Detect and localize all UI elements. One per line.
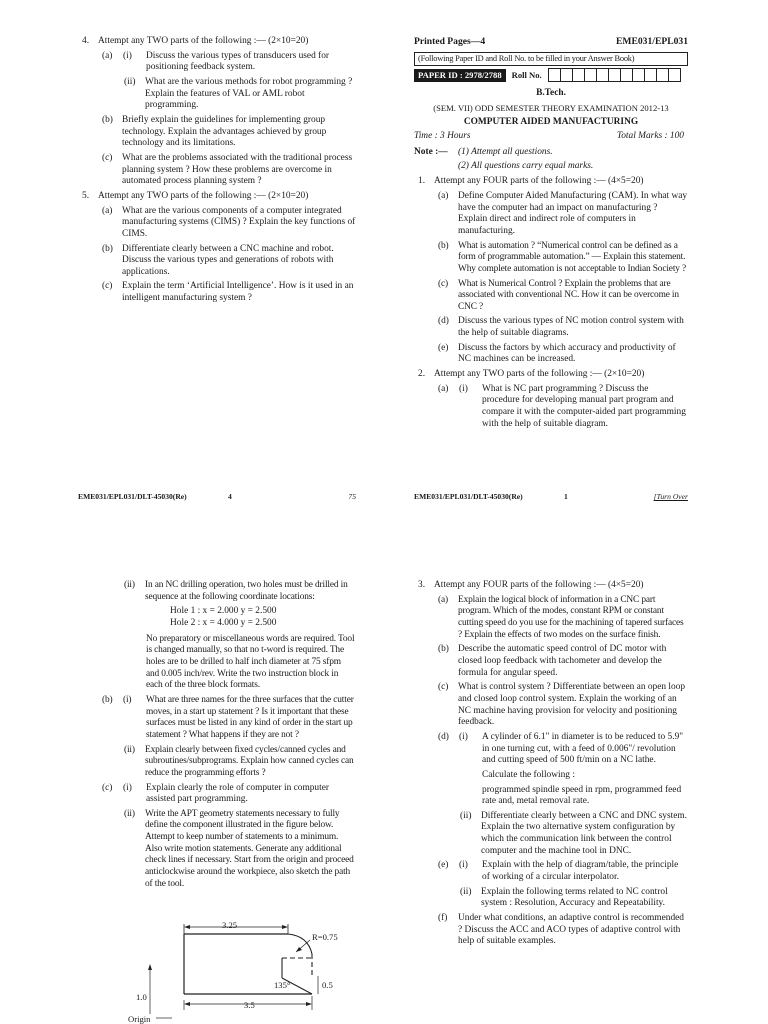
question-number: 5. [82, 190, 90, 201]
question-text: Discuss the various types of NC motion control system with the help of suitable diagrams. [458, 316, 684, 339]
question-text: What is automation ? “Numerical control can be defined as a form of programmable automation.” — Explain this statement. Why complete automation is not acceptable to Indian Society ? [458, 240, 687, 274]
page-1 [414, 36, 688, 506]
part-label: (c) [102, 152, 113, 163]
part-label: (a) [438, 594, 448, 605]
question-text: Discuss the factors by which accuracy and productivity of NC machines can be increased. [458, 342, 676, 365]
roll-label: Roll No. [511, 69, 542, 80]
page-4 [78, 36, 356, 506]
question-text: Explain clearly the role of computer in computer assisted part programming. [146, 782, 330, 805]
question-1a [414, 191, 688, 238]
footer-code: EME031/EPL031/DLT-45030(Re) [414, 492, 523, 501]
question-3c [414, 682, 688, 729]
question-text: Explain the logical block of information in a CNC part program. Which of the modes, constant RPM or constant cutting speed do you use for the machining of tapered surfaces ? Explain the effects of two modes on the surface finish. [458, 594, 684, 640]
question-3a [414, 595, 688, 642]
subpart-label: (ii) [460, 886, 472, 897]
question-4-heading [78, 36, 356, 48]
question-number: 1. [418, 176, 426, 187]
question-4a-i [78, 51, 356, 74]
question-3e-i [414, 860, 688, 883]
hole-2: Hole 2 : x = 4.000 y = 2.500 [170, 617, 277, 628]
note-2 [414, 161, 688, 173]
question-4b [78, 115, 356, 150]
question-text: Differentiate clearly between a CNC and DNC system. Explain the two alternative system configuration by which the communication link between the control computer and the machine tool in DNC. [481, 810, 688, 856]
degree: B.Tech. [536, 88, 566, 99]
subpart-label: (i) [123, 50, 132, 61]
question-instruction: Attempt any FOUR parts of the following :— (4×5=20) [434, 176, 644, 187]
hole-1: Hole 1 : x = 2.000 y = 2.500 [170, 606, 277, 617]
question-2c-i [78, 783, 356, 806]
question-5c [78, 281, 356, 304]
question-text: What is control system ? Differentiate between an open loop and closed loop control system. Explain the working of an NC machine having provision for velocity and positioning feedback. [458, 682, 686, 728]
question-text: Under what conditions, an adaptive control is recommended ? Discuss the ACC and ACO types of adaptive control with help of suitable examples. [458, 913, 684, 947]
question-text: Discuss the various types of transducers used for positioning feedback system. [146, 50, 330, 73]
question-2a-ii [78, 580, 356, 603]
note-text: (2) All questions carry equal marks. [458, 160, 594, 171]
footer-code: EME031/EPL031/DLT-45030(Re) [78, 492, 187, 501]
subpart-label: (i) [123, 694, 132, 705]
origin-label: Origin [128, 1014, 151, 1024]
question-number: 4. [82, 36, 90, 46]
subpart-label: (ii) [124, 808, 135, 819]
subpart-label: (ii) [124, 76, 136, 87]
part-label: (c) [102, 281, 113, 292]
time-marks-row [414, 131, 688, 143]
part-label: (c) [102, 782, 113, 793]
part-label: (c) [438, 278, 448, 289]
question-number: 2. [418, 369, 426, 380]
question-instruction: Attempt any TWO parts of the following :— (2×10=20) [98, 36, 309, 46]
question-4c [78, 153, 356, 188]
question-text: Define Computer Aided Manufacturing (CAM). In what way have the computer had an impact on manufacturing ? Explain direct and indirect role of computers in manufacturing. [458, 190, 688, 236]
note-text: (1) Attempt all questions. [458, 146, 553, 157]
part-label: (b) [102, 694, 113, 705]
footer-page-number: 4 [228, 492, 232, 501]
question-text: Differentiate clearly between a CNC machine and robot. Discuss the various types and generations of robots with applications. [122, 243, 334, 277]
turn-over: [Turn Over [653, 492, 688, 501]
question-5b [78, 244, 356, 279]
dim-right-label: 0.5 [322, 980, 333, 990]
part-label: (b) [438, 644, 449, 655]
question-1c [414, 279, 688, 314]
part-label: (e) [438, 342, 449, 353]
footer-right: 75 [348, 492, 356, 501]
question-text: What are the various methods for robot programming ? Explain the features of VAL or AML robot programming. [145, 76, 353, 111]
question-2c-ii [78, 809, 356, 891]
question-text: Write the APT geometry statements necessary to fully define the component illustrated in the figure below. Attempt to keep number of statements to a minimum. Also write motion statements. Generate any additional check lines if necessary. Start from the origin and proceed anticlockwise around the workpiece, also sketch the path of the tool. [145, 808, 354, 889]
subpart-label: (ii) [460, 810, 472, 821]
part-label: (f) [438, 913, 448, 924]
question-2-heading [414, 369, 688, 381]
question-text: Explain the term ‘Artificial Intelligence’. How is it used in an intelligent manufacturing system ? [122, 281, 354, 304]
roll-number-boxes [548, 68, 681, 82]
part-label: (a) [102, 50, 113, 61]
question-3d-i [414, 732, 688, 767]
question-3-heading [414, 580, 688, 592]
part-label: (a) [438, 190, 449, 201]
footer-page-number: 1 [564, 492, 568, 501]
question-1b [414, 241, 688, 276]
dim-top-label: 3.25 [222, 920, 238, 930]
question-text: What are three names for the three surfaces that the cutter moves, in a start up statement ? Is it important that these surfaces must be listed in any kind of order in the start up statement ? What happens if they are not ? [146, 694, 354, 740]
part-label: (a) [438, 383, 449, 394]
question-text: What is NC part programming ? Discuss the procedure for developing manual part program and compare it with the computer-aided part programming with the help of suitable diagram. [482, 383, 686, 429]
subpart-label: (i) [459, 860, 468, 871]
question-5-heading [78, 191, 356, 203]
subpart-label: (ii) [124, 744, 135, 755]
paper-code: EME031/EPL031 [616, 36, 688, 47]
question-2b-ii [78, 745, 356, 780]
paper-id: PAPER ID : 2978/2788 [414, 69, 506, 82]
component-figure [128, 914, 356, 1024]
exam-title: (SEM. VII) ODD SEMESTER THEORY EXAMINATION 2012-13 [433, 102, 669, 113]
question-2b-i [78, 695, 356, 742]
printed-pages: Printed Pages—4 [414, 36, 486, 47]
question-instruction: Attempt any FOUR parts of the following :— (4×5=20) [434, 580, 644, 590]
part-label: (c) [438, 682, 449, 693]
page-2 [78, 580, 356, 1024]
part-label: (b) [102, 243, 113, 254]
question-3e-ii [414, 887, 688, 910]
subject-title: COMPUTER AIDED MANUFACTURING [463, 116, 639, 127]
question-1e [414, 343, 688, 366]
question-text: Explain with the help of diagram/table, the principle of working of a circular interpolator. [482, 860, 679, 883]
question-text: Explain the following terms related to NC control system : Resolution, Accuracy and Repeatability. [481, 886, 668, 909]
page-3 [414, 580, 688, 1024]
time: Time : 3 Hours [414, 131, 471, 142]
note-1 [414, 147, 688, 159]
angle-label: 135° [274, 980, 291, 990]
question-3d-list: programmed spindle speed in rpm, programmed feed rate and, metal removal rate. [482, 784, 682, 807]
question-text: A cylinder of 6.1" in diameter is to be reduced to 5.9" in one turning cut, with a feed of 0.006"/ revolution and cutting speed of 500 ft/min on a NC lathe. [482, 731, 684, 766]
question-text: What are the problems associated with the traditional process planning system ? How these problems are overcome in automated process planning system ? [122, 152, 353, 187]
dim-bottom-label: 3.5 [244, 1000, 255, 1010]
question-3d-calc: Calculate the following : [482, 769, 575, 780]
question-3b [414, 644, 688, 679]
part-label: (d) [438, 316, 449, 327]
question-1d [414, 316, 688, 339]
note-label: Note :— [414, 146, 448, 157]
question-text: In an NC drilling operation, two holes must be drilled in sequence at the following coordinate locations: [145, 580, 348, 602]
instruction-box: (Following Paper ID and Roll No. to be filled in your Answer Book) [414, 52, 688, 66]
part-label: (e) [438, 860, 449, 871]
question-text: Describe the automatic speed control of DC motor with closed loop feedback with tachometer and develop the formula for angular speed. [458, 644, 667, 678]
question-text: Briefly explain the guidelines for implementing group technology. Explain the advantages achieved by group technology and its limitations. [122, 114, 327, 149]
dim-left-label: 1.0 [136, 992, 147, 1002]
question-instruction: Attempt any TWO parts of the following :— (2×10=20) [98, 190, 309, 201]
question-3d-ii [414, 811, 688, 858]
part-label: (b) [102, 114, 113, 125]
page-header [414, 36, 688, 48]
radius-label: R=0.75 [312, 932, 338, 942]
question-text: Explain clearly between fixed cycles/canned cycles and subroutines/subprograms. Explain how canned cycles can reduce the programming efforts ? [145, 744, 354, 778]
subpart-label: (i) [123, 782, 132, 793]
subpart-label: (i) [459, 731, 468, 742]
question-3f [414, 913, 688, 948]
total-marks: Total Marks : 100 [616, 131, 684, 142]
part-label: (b) [438, 240, 449, 251]
question-5a [78, 206, 356, 241]
paper-id-row [414, 68, 688, 82]
part-label: (d) [438, 731, 449, 742]
question-text: What is Numerical Control ? Explain the problems that are associated with conventional NC. How it can be overcome in CNC ? [458, 278, 679, 312]
question-4a-ii [78, 77, 356, 112]
subpart-label: (i) [459, 383, 468, 394]
question-number: 3. [418, 580, 426, 590]
question-2a-ii-detail: No preparatory or miscellaneous words are required. Tool is changed manually, so that no t-word is required. The holes are to be drilled to half inch diameter at 75 sfpm and 0.005 inch/rev. Write the two instruction block in each of the three block formats. [146, 633, 355, 691]
subpart-label: (ii) [124, 580, 135, 590]
part-label: (a) [102, 205, 113, 216]
question-text: What are the various components of a computer integrated manufacturing systems (CIMS) ? Explain the key functions of CIMS. [122, 205, 356, 239]
question-1-heading [414, 176, 688, 188]
question-instruction: Attempt any TWO parts of the following :— (2×10=20) [434, 369, 645, 380]
question-2a-i [414, 384, 688, 431]
